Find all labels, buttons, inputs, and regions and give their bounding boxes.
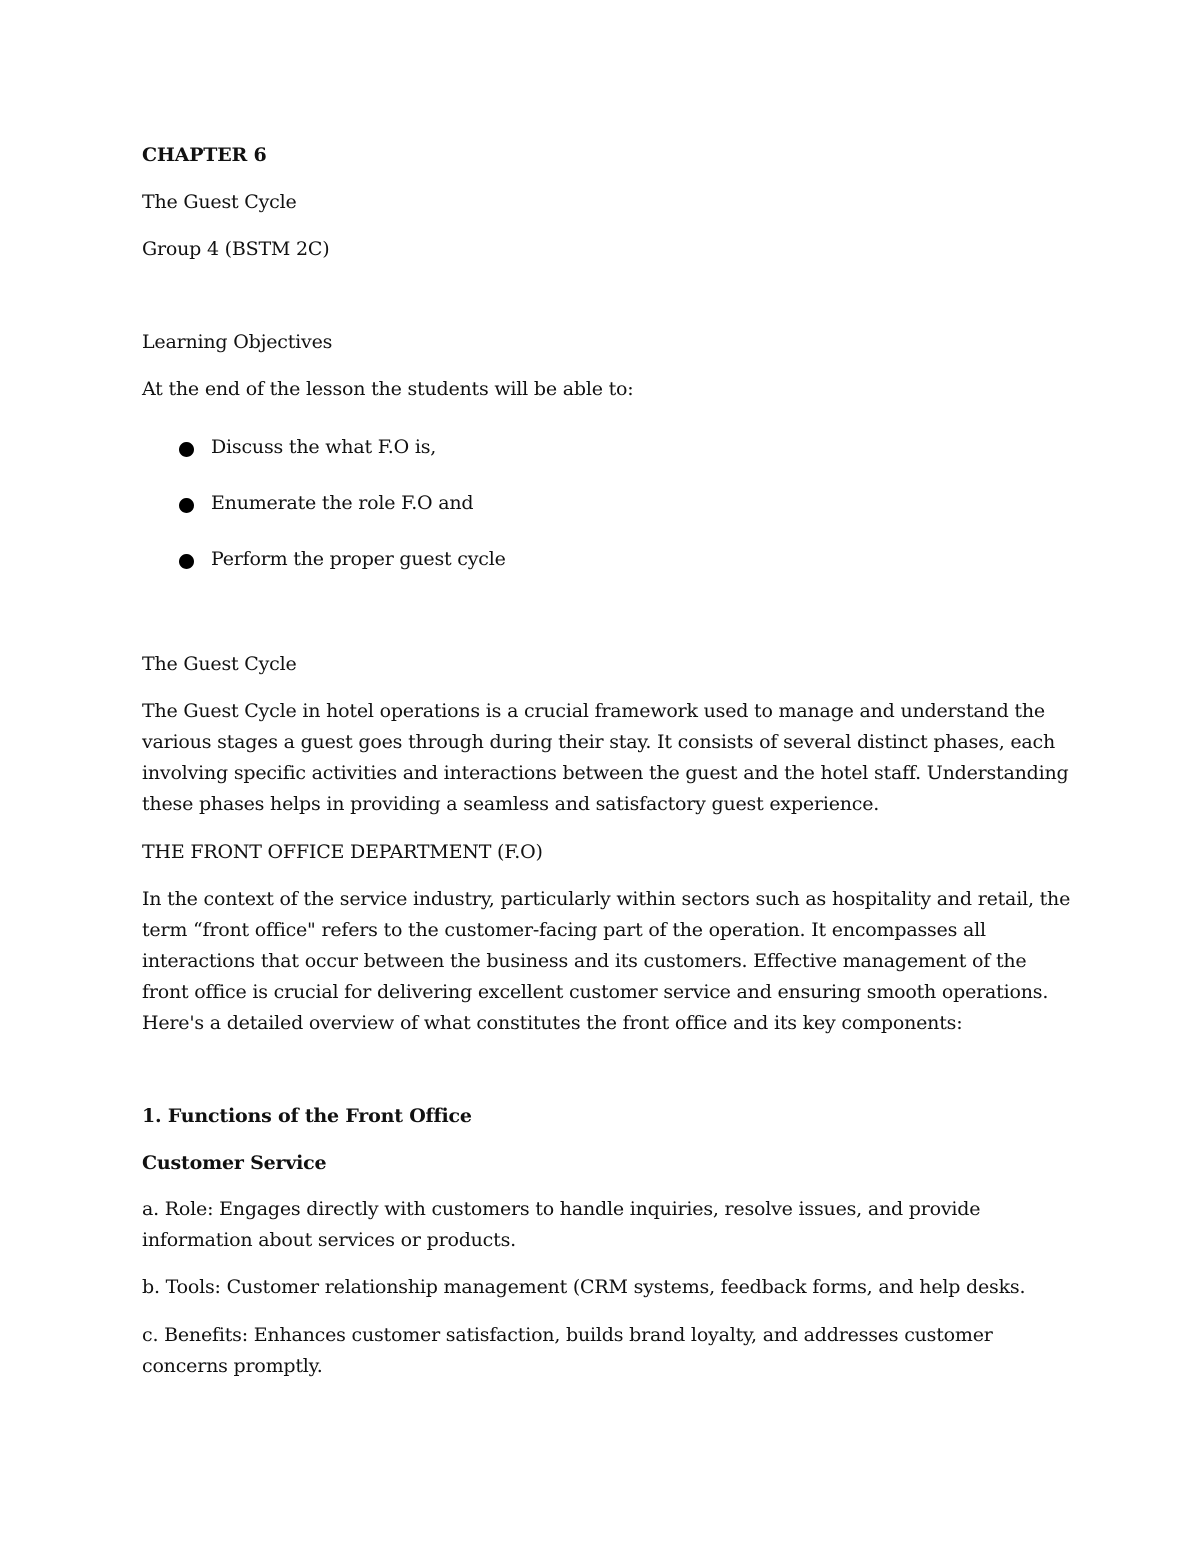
list-item-text: Perform the proper guest cycle — [211, 548, 506, 570]
objectives-heading: Learning Objectives — [142, 331, 333, 353]
guest-cycle-paragraph: The Guest Cycle in hotel operations is a crucial framework used to manage and understand the various stages a guest goes through during their stay. It consists of several distinct phases, each involving specific activities and interactions between the guest and the hotel staff. Understanding these phases helps in providing a seamless and satisfactory guest experience. — [142, 700, 1069, 815]
list-item-text: Discuss the what F.O is, — [211, 436, 437, 458]
bullet-icon — [179, 442, 194, 457]
objectives-intro: At the end of the lesson the students will be able to: — [142, 378, 634, 400]
functions-heading: 1. Functions of the Front Office — [142, 1105, 472, 1127]
bullet-icon — [179, 498, 194, 513]
front-office-paragraph: In the context of the service industry, particularly within sectors such as hospitality and retail, the term “front office" refers to the customer-facing part of the operation. It encompasses all interactions that occur between the business and its customers. Effective management of the front office is crucial for delivering excellent customer service and ensuring smooth operations. Here's a detailed overview of what constitutes the front office and its key components: — [142, 888, 1071, 1034]
document-title: The Guest Cycle — [142, 191, 297, 213]
chapter-heading: CHAPTER 6 — [142, 144, 267, 166]
group-label: Group 4 (BSTM 2C) — [142, 238, 330, 260]
bullet-icon — [179, 554, 194, 569]
benefits-paragraph: c. Benefits: Enhances customer satisfaction, builds brand loyalty, and addresses customer concerns promptly. — [142, 1324, 993, 1377]
customer-service-subheading: Customer Service — [142, 1152, 327, 1174]
guest-cycle-heading: The Guest Cycle — [142, 653, 297, 675]
front-office-heading: THE FRONT OFFICE DEPARTMENT (F.O) — [142, 841, 543, 863]
tools-paragraph: b. Tools: Customer relationship management (CRM systems, feedback forms, and help desks. — [142, 1276, 1026, 1298]
list-item-text: Enumerate the role F.O and — [211, 492, 474, 514]
role-paragraph: a. Role: Engages directly with customers to handle inquiries, resolve issues, and provide information about services or products. — [142, 1198, 981, 1251]
